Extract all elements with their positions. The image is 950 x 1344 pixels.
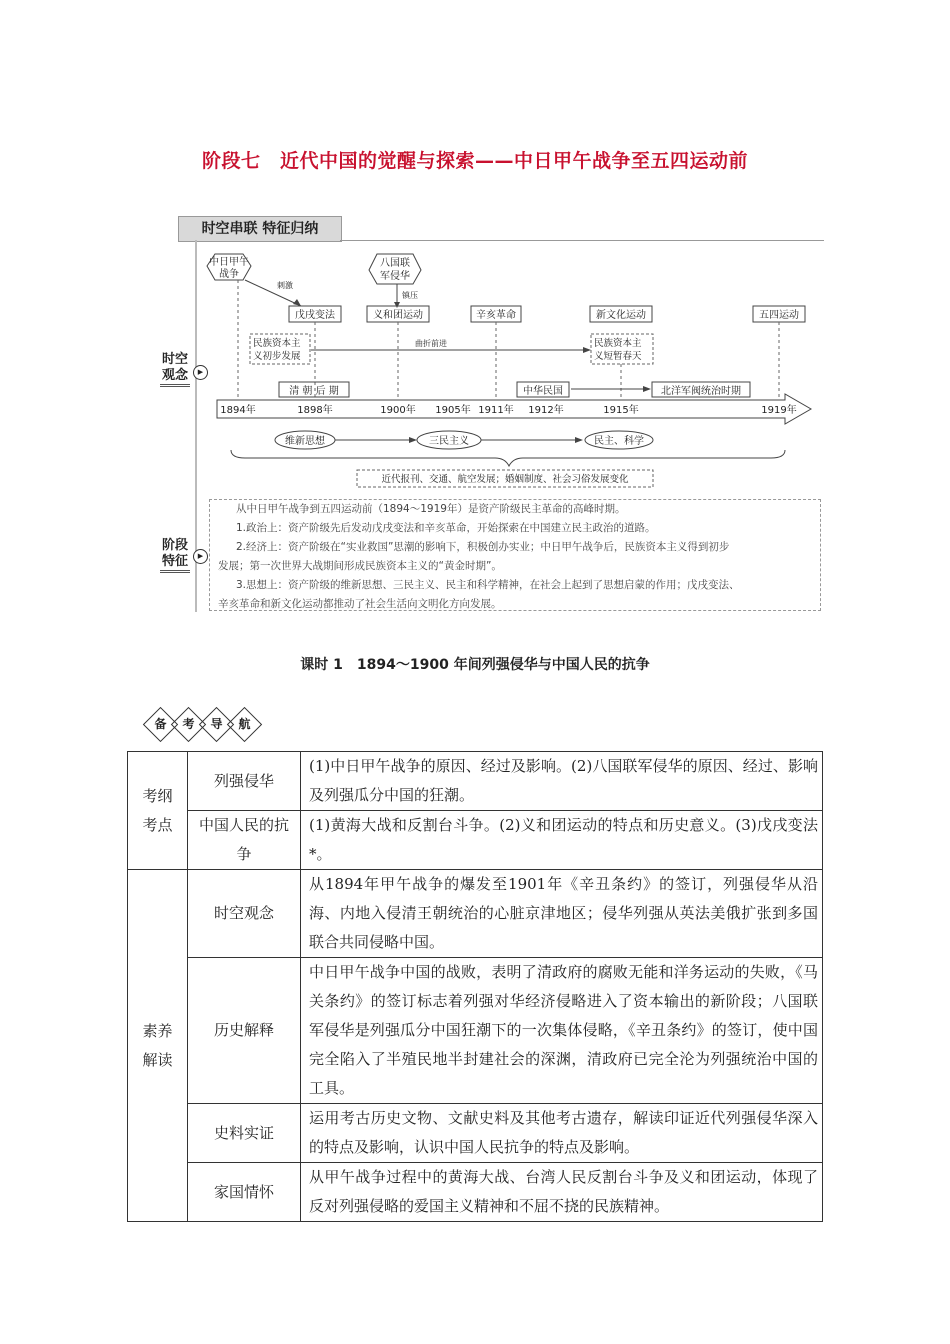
annotation: 镇压 xyxy=(402,291,418,300)
side-label-line: 特征 xyxy=(160,554,190,573)
year-label: 1898年 xyxy=(297,405,333,416)
arrow-head xyxy=(575,437,583,443)
row-label: 时空观念 xyxy=(188,870,301,958)
row-label: 史料实证 xyxy=(188,1104,301,1163)
side-label-line: 时空 xyxy=(161,352,188,367)
nav-badge xyxy=(148,712,260,737)
table-row xyxy=(128,1163,823,1222)
event-label: 中日甲午 xyxy=(209,257,249,268)
side-label-time-space xyxy=(155,352,195,387)
row-content: (1)黄海大战和反割台斗争。(2)义和团运动的特点和历史意义。(3)戊戌变法*。 xyxy=(301,811,823,870)
row-content: 从1894年甲午战争的爆发至1901年《辛丑条约》的签订，列强侵华从沿海、内地入侵清王朝统治的心脏京津地区；侵华列强从英法美俄扩张到多国联合共同侵略中国。 xyxy=(301,870,823,958)
event-label: 战争 xyxy=(219,269,239,280)
feature-line: 2.经济上：资产阶级在“实业救国”思潮的影响下，积极创办实业；中日甲午战争后，民族资本主义得到初步 xyxy=(236,541,730,553)
capital-label: 民族资本主 xyxy=(594,338,642,349)
annotation: 刺激 xyxy=(277,281,293,290)
stage-features-box xyxy=(209,499,821,611)
badge-char: 航 xyxy=(227,707,262,742)
capital-label: 义初步发展 xyxy=(253,351,301,362)
row-label: 家国情怀 xyxy=(188,1163,301,1222)
group-cell: 素养 解读 xyxy=(128,870,188,1222)
lesson-title: 课时 1 1894～1900 年间列强侵华与中国人民的抗争 xyxy=(300,657,650,673)
event-label: 新文化运动 xyxy=(596,310,646,321)
table-row xyxy=(128,752,823,811)
row-content: (1)中日甲午战争的原因、经过及影响。(2)八国联军侵华的原因、经过、影响及列强瓜分中国的狂潮。 xyxy=(301,752,823,811)
thought-label: 民主、科学 xyxy=(594,436,644,447)
side-label-line: 观念 xyxy=(160,368,190,387)
table-row xyxy=(128,958,823,1104)
period-label: 北洋军阀统治时期 xyxy=(661,386,741,397)
play-icon: ▶ xyxy=(193,549,208,564)
event-label: 戊戌变法 xyxy=(295,310,335,321)
row-content: 运用考古历史文物、文献史料及其他考古遗存，解读印证近代列强侵华深入的特点及影响，认识中国人民抗争的特点及影响。 xyxy=(301,1104,823,1163)
brace xyxy=(231,450,785,466)
page-title: 阶段七 近代中国的觉醒与探索——中日甲午战争至五四运动前 xyxy=(201,150,748,172)
year-label: 1900年 xyxy=(380,405,416,416)
period-label: 中华民国 xyxy=(523,386,563,397)
arrow-head xyxy=(409,437,417,443)
side-label-stage xyxy=(155,538,195,573)
guide-table xyxy=(127,751,823,1222)
event-label: 五四运动 xyxy=(759,310,799,321)
row-label: 中国人民的抗争 xyxy=(188,811,301,870)
play-icon: ▶ xyxy=(193,365,208,380)
section-banner: 时空串联 特征归纳 xyxy=(178,216,342,242)
year-label: 1905年 xyxy=(435,405,471,416)
year-label: 1915年 xyxy=(603,405,639,416)
group-cell: 考纲 考点 xyxy=(128,752,188,870)
table-row xyxy=(128,870,823,958)
year-label: 1912年 xyxy=(528,405,564,416)
banner-divider xyxy=(340,240,824,241)
year-label: 1911年 xyxy=(478,405,514,416)
arrow-head xyxy=(293,299,301,306)
arrow-head xyxy=(394,302,400,308)
feature-line: 1.政治上：资产阶级先后发动戊戌变法和辛亥革命，开始探索在中国建立民主政治的道路。 xyxy=(236,522,656,534)
row-label: 历史解释 xyxy=(188,958,301,1104)
capital-label: 民族资本主 xyxy=(253,338,301,349)
timeline-diagram xyxy=(205,244,817,496)
side-label-line: 阶段 xyxy=(161,538,188,553)
year-label: 1919年 xyxy=(761,405,797,416)
capital-label: 义短暂春天 xyxy=(594,351,642,362)
badge-char: 考 xyxy=(171,707,206,742)
event-label: 辛亥革命 xyxy=(476,310,516,321)
year-label: 1894年 xyxy=(220,405,256,416)
thought-label: 维新思想 xyxy=(285,436,325,447)
event-label: 军侵华 xyxy=(380,271,410,282)
feature-line: 3.思想上：资产阶级的维新思想、三民主义、民主和科学精神，在社会上起到了思想启蒙的作用；戊戌变法、 xyxy=(236,579,740,591)
row-content: 中日甲午战争中国的战败，表明了清政府的腐败无能和洋务运动的失败，《马关条约》的签订标志着列强对华经济侵略进入了资本输出的新阶段；八国联军侵华是列强瓜分中国狂潮下的一次集体侵略，《辛丑条约》的签订，使中国完全陷入了半殖民地半封建社会的深渊，清政府已完全沦为列强统治中国的工具。 xyxy=(301,958,823,1104)
thought-label: 三民主义 xyxy=(429,436,469,447)
badge-char: 导 xyxy=(199,707,234,742)
arrow-head xyxy=(643,386,651,392)
row-label: 列强侵华 xyxy=(188,752,301,811)
feature-line: 辛亥革命和新文化运动都推动了社会生活向文明化方向发展。 xyxy=(218,598,502,610)
arrow-head xyxy=(583,347,591,353)
period-label: 清 朝 后 期 xyxy=(289,386,339,397)
feature-line: 发展；第一次世界大战期间形成民族资本主义的“黄金时期”。 xyxy=(218,560,502,572)
social-label: 近代报刊、交通、航空发展；婚姻制度、社会习俗发展变化 xyxy=(381,474,629,485)
event-label: 八国联 xyxy=(380,258,410,269)
annotation: 曲折前进 xyxy=(415,339,447,348)
table-row xyxy=(128,1104,823,1163)
badge-char: 备 xyxy=(143,707,178,742)
row-content: 从甲午战争过程中的黄海大战、台湾人民反割台斗争及义和团运动，体现了反对列强侵略的爱国主义精神和不屈不挠的民族精神。 xyxy=(301,1163,823,1222)
feature-line: 从中日甲午战争到五四运动前（1894～1919年）是资产阶级民主革命的高峰时期。 xyxy=(236,503,626,515)
event-label: 义和团运动 xyxy=(373,310,423,321)
table-row xyxy=(128,811,823,870)
